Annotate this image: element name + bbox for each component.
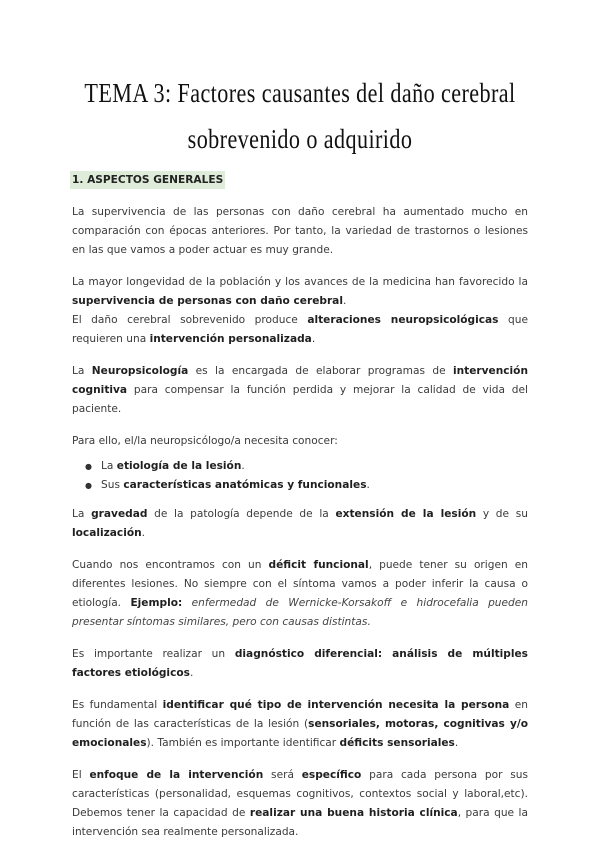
paragraph-1: La supervivencia de las personas con daño cerebral ha aumentado mucho en comparación con épocas anteriores. Por tanto, la variedad de trastornos o lesiones en las que vamos a poder actuar es muy grande. [72, 206, 528, 256]
paragraph-3: La Neuropsicología es la encargada de elaborar programas de intervención cognitiva para compensar la función perdida y mejorar la calidad de vida del paciente. [72, 365, 528, 415]
document-title-line-2: sobrevenido o adquirido [187, 124, 413, 154]
bullet-list [72, 457, 528, 495]
section-heading: 1. ASPECTOS GENERALES [70, 171, 225, 189]
paragraph-9: El enfoque de la intervención será específico para cada persona por sus características (personalidad, esquemas cognitivos, contextos social y laboral,etc). Debemos tener la capacidad de realizar una buena historia clínica, para que la intervención sea realmente personalizada. [72, 769, 528, 838]
document-body [72, 171, 528, 855]
paragraph-7: Es importante realizar un diagnóstico diferencial: análisis de múltiples factores etiológicos. [72, 648, 528, 679]
paragraph-4: Para ello, el/la neuropsicólogo/a necesita conocer: [72, 435, 338, 447]
document-title-line-1: TEMA 3: Factores causantes del daño cerebral [84, 78, 516, 108]
paragraph-2: La mayor longevidad de la población y los avances de la medicina han favorecido la supervivencia de personas con daño cerebral. [72, 276, 528, 307]
list-item: ● Sus características anatómicas y funcionales. [101, 476, 528, 495]
list-item: ● La etiología de la lesión. [101, 457, 528, 476]
paragraph-2b: El daño cerebral sobrevenido produce alteraciones neuropsicológicas que requieren una intervención personalizada. [72, 314, 528, 345]
paragraph-8: Es fundamental identificar qué tipo de intervención necesita la persona en función de las características de la lesión (sensoriales, motoras, cognitivas y/o emocionales). También es importante identificar déficits sensoriales. [72, 699, 528, 749]
paragraph-5: La gravedad de la patología depende de la extensión de la lesión y de su localización. [72, 508, 528, 539]
paragraph-6: Cuando nos encontramos con un déficit funcional, puede tener su origen en diferentes lesiones. No siempre con el síntoma vamos a poder inferir la causa o etiología. Ejemplo: enfermedad de Wernicke-Korsakoff e hidrocefalia pueden presentar síntomas similares, pero con causas distintas. [72, 559, 528, 628]
